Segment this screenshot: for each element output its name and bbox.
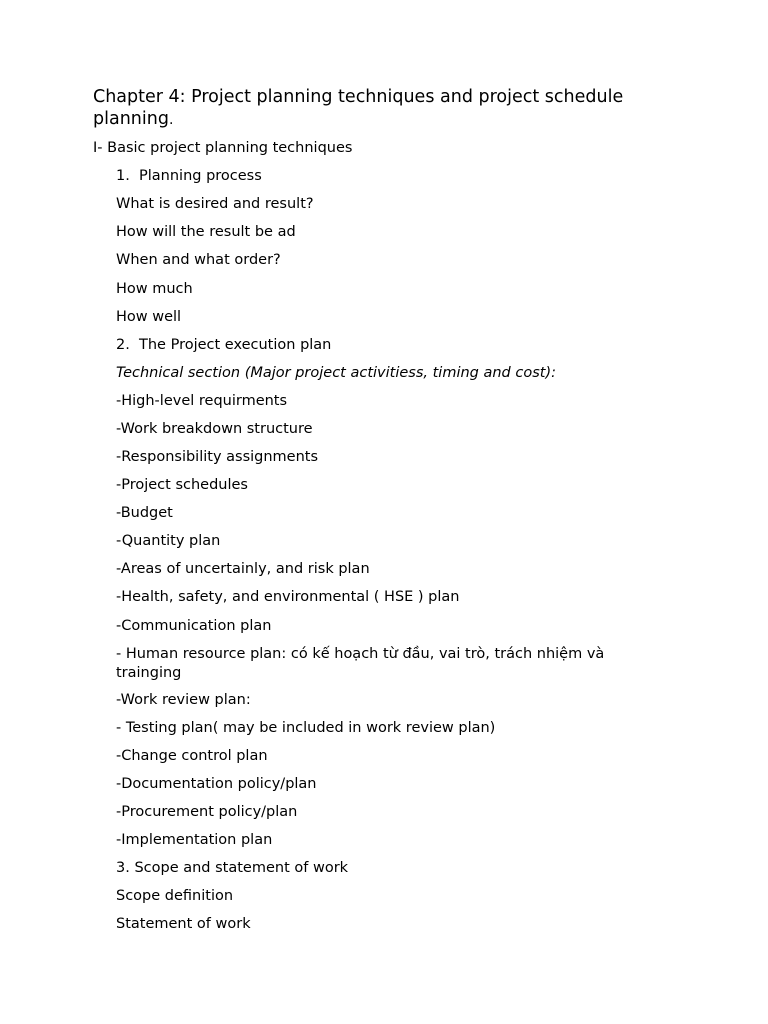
planning-question: How will the result be ad: [116, 224, 296, 240]
planning-question: How well: [116, 309, 182, 325]
item-execution-plan: [116, 336, 331, 355]
plan-item: -Quantity plan: [116, 533, 221, 549]
plan-item: - Testing plan( may be included in work review plan): [116, 720, 496, 736]
chapter-title-period: .: [168, 112, 174, 128]
item-planning-process: [116, 167, 262, 186]
planning-question: How much: [116, 281, 193, 297]
item-label: Planning process: [139, 168, 262, 184]
human-resource-plan: - Human resource plan: có kế hoạch từ đầu, vai trò, trách nhiệm và trainging: [116, 646, 605, 681]
planning-question: When and what order?: [116, 252, 281, 268]
chapter-title: [93, 86, 683, 131]
item-number: 2.: [116, 337, 130, 353]
plan-item: -Procurement policy/plan: [116, 804, 298, 820]
item-number: 1.: [116, 168, 130, 184]
plan-item: -Work breakdown structure: [116, 421, 313, 437]
plan-item: -Budget: [116, 505, 173, 521]
plan-item: -Project schedules: [116, 477, 248, 493]
plan-item: -Change control plan: [116, 748, 268, 764]
plan-item: -Implementation plan: [116, 832, 273, 848]
chapter-title-text: Chapter 4: Project planning techniques and project schedule planning: [93, 87, 624, 129]
section-heading: I- Basic project planning techniques: [93, 140, 353, 156]
technical-section-heading: Technical section (Major project activitiess, timing and cost):: [116, 365, 556, 381]
plan-item: -Communication plan: [116, 618, 272, 634]
plan-item: -Areas of uncertainly, and risk plan: [116, 561, 370, 577]
scope-item: Scope definition: [116, 888, 234, 904]
item-label: The Project execution plan: [139, 337, 332, 353]
plan-item: -High-level requirments: [116, 393, 288, 409]
plan-item: -Responsibility assignments: [116, 449, 319, 465]
scope-item: Statement of work: [116, 916, 251, 932]
item-scope-statement: 3. Scope and statement of work: [116, 860, 349, 876]
planning-question: What is desired and result?: [116, 196, 314, 212]
plan-item: -Health, safety, and environmental ( HSE ) plan: [116, 589, 460, 605]
plan-item: -Documentation policy/plan: [116, 776, 317, 792]
plan-item: -Work review plan:: [116, 692, 251, 708]
